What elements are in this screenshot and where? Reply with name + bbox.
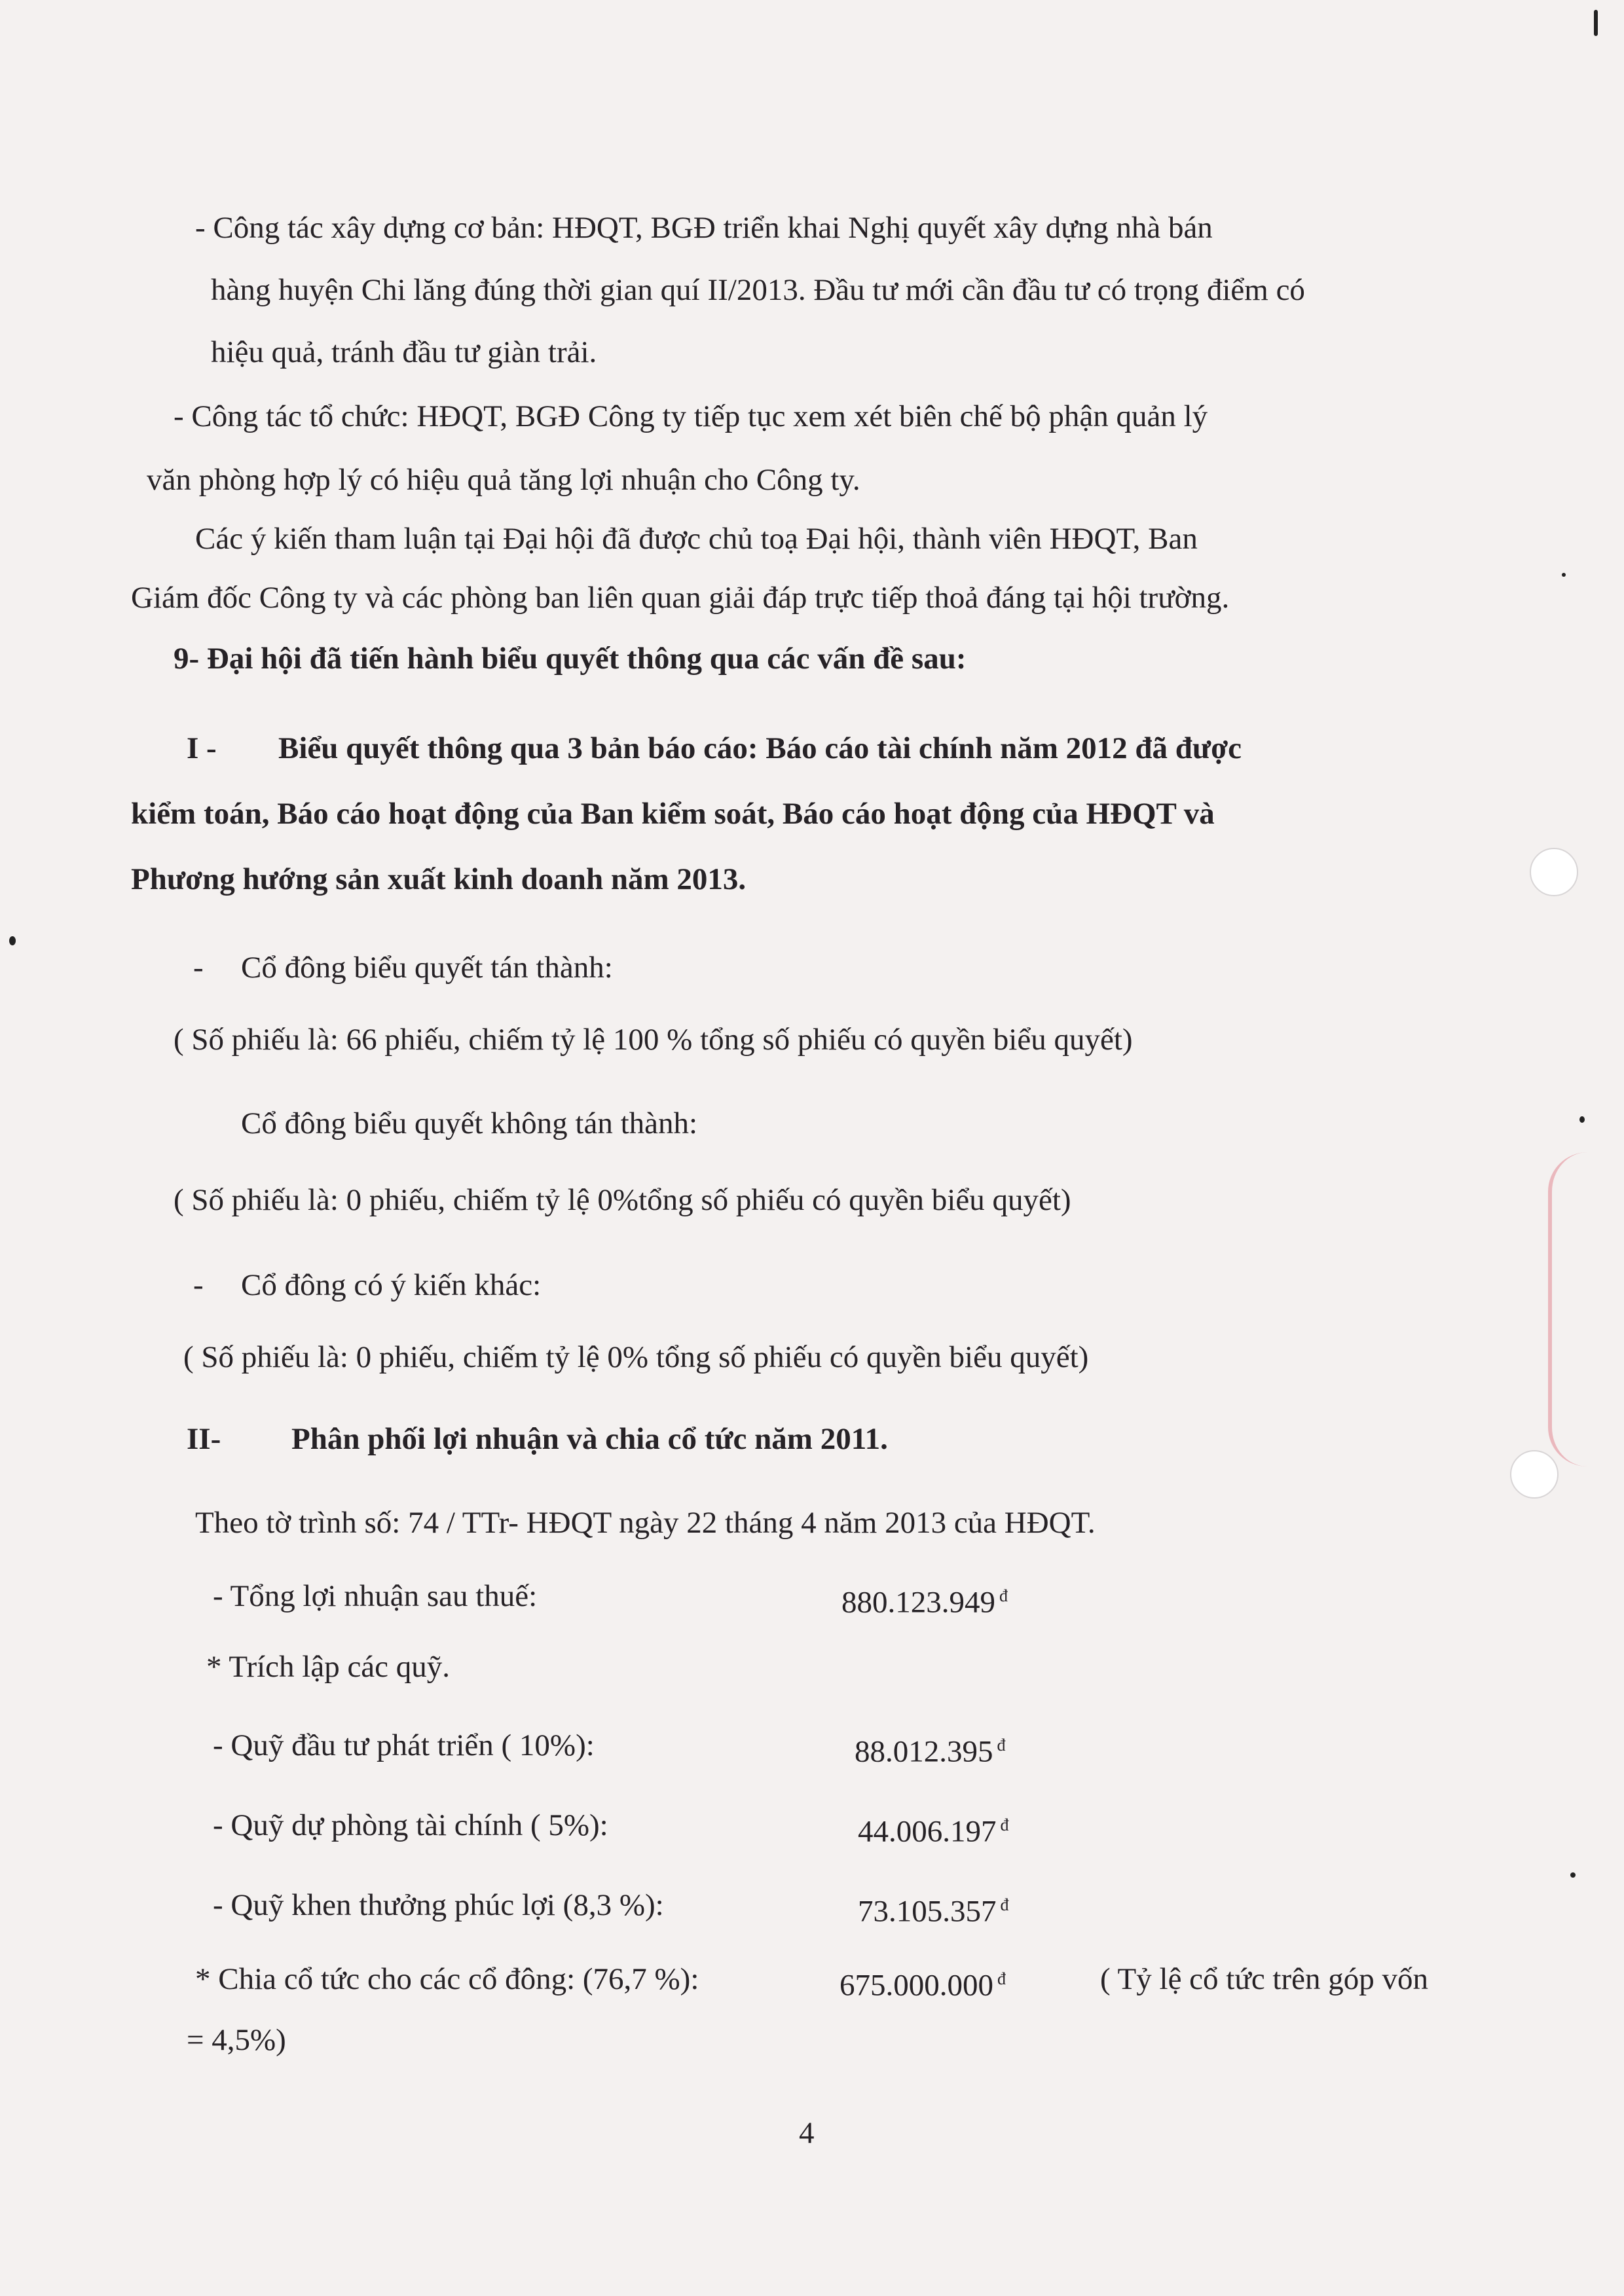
section-i-number: I - [187, 731, 217, 765]
fund-bonus-label: - Quỹ khen thưởng phúc lợi (8,3 %): [213, 1888, 664, 1922]
ink-speck [1579, 1116, 1585, 1123]
para-construction-cont2: hiệu quả, tránh đầu tư giàn trải. [211, 335, 597, 369]
fund-financial-amount: 44.006.197 $^đ$ [858, 1814, 1009, 1849]
section-ii-heading: Phân phối lợi nhuận và chia cổ tức năm 2011. [291, 1422, 888, 1456]
para-organization: - Công tác tổ chức: HĐQT, BGĐ Công ty tiếp tục xem xét biên chế bộ phận quản lý [174, 399, 1208, 433]
dividend-ratio-note: ( Tỷ lệ cổ tức trên góp vốn [1100, 1962, 1429, 1996]
ink-speck [1594, 10, 1598, 36]
section-ii-number: II- [187, 1422, 221, 1456]
ink-speck [9, 936, 16, 945]
vote-approve-dash: - [193, 951, 204, 985]
para-construction: - Công tác xây dựng cơ bản: HĐQT, BGĐ triển khai Nghị quyết xây dựng nhà bán [195, 211, 1213, 245]
fund-development-label: - Quỹ đầu tư phát triển ( 10%): [213, 1728, 595, 1762]
punch-hole-top [1530, 848, 1578, 896]
funds-heading: * Trích lập các quỹ. [206, 1650, 451, 1684]
section-i-heading-cont2: Phương hướng sản xuất kinh doanh năm 2013. [131, 862, 747, 896]
vote-other-detail: ( Số phiếu là: 0 phiếu, chiếm tỷ lệ 0% tổng số phiếu có quyền biểu quyết) [183, 1340, 1089, 1374]
proposal-reference: Theo tờ trình số: 74 / TTr- HĐQT ngày 22 tháng 4 năm 2013 của HĐQT. [195, 1506, 1096, 1540]
vote-reject-label: Cổ đông biểu quyết không tán thành: [241, 1106, 698, 1140]
vote-reject-detail: ( Số phiếu là: 0 phiếu, chiếm tỷ lệ 0%tổng số phiếu có quyền biểu quyết) [174, 1183, 1071, 1217]
para-discussion: Các ý kiến tham luận tại Đại hội đã được chủ toạ Đại hội, thành viên HĐQT, Ban [195, 522, 1198, 556]
vote-approve-label: Cổ đông biểu quyết tán thành: [241, 951, 613, 985]
section-9-heading: 9- Đại hội đã tiến hành biểu quyết thông qua các vấn đề sau: [174, 642, 967, 676]
punch-hole-bottom [1510, 1450, 1559, 1499]
para-construction-cont: hàng huyện Chi lăng đúng thời gian quí II/2013. Đầu tư mới cần đầu tư có trọng điểm có [211, 273, 1305, 307]
fund-bonus-amount: 73.105.357 $^đ$ [858, 1894, 1009, 1929]
vote-approve-detail: ( Số phiếu là: 66 phiếu, chiếm tỷ lệ 100 % tổng số phiếu có quyền biểu quyết) [174, 1023, 1133, 1057]
dividend-label: * Chia cổ tức cho các cổ đông: (76,7 %): [195, 1962, 699, 1996]
ink-speck [1562, 573, 1566, 577]
red-stamp-edge [1548, 1152, 1624, 1467]
page-number: 4 [799, 2116, 815, 2150]
para-organization-cont: văn phòng hợp lý có hiệu quả tăng lợi nhuận cho Công ty. [147, 463, 860, 497]
para-discussion-cont: Giám đốc Công ty và các phòng ban liên quan giải đáp trực tiếp thoả đáng tại hội trường. [131, 581, 1230, 615]
vote-other-dash: - [193, 1268, 204, 1302]
ink-speck [1570, 1872, 1576, 1878]
dividend-ratio-value: = 4,5%) [187, 2023, 286, 2057]
total-profit-label: - Tổng lợi nhuận sau thuế: [213, 1579, 538, 1613]
fund-development-amount: 88.012.395 $^đ$ [855, 1734, 1006, 1769]
total-profit-amount: 880.123.949 $^đ$ [841, 1585, 1008, 1620]
vote-other-label: Cổ đông có ý kiến khác: [241, 1268, 542, 1302]
dividend-amount: 675.000.000 $^đ$ [840, 1968, 1006, 2003]
section-i-heading: Biểu quyết thông qua 3 bản báo cáo: Báo cáo tài chính năm 2012 đã được [278, 731, 1242, 765]
fund-financial-label: - Quỹ dự phòng tài chính ( 5%): [213, 1808, 608, 1842]
section-i-heading-cont: kiểm toán, Báo cáo hoạt động của Ban kiểm soát, Báo cáo hoạt động của HĐQT và [131, 797, 1215, 831]
